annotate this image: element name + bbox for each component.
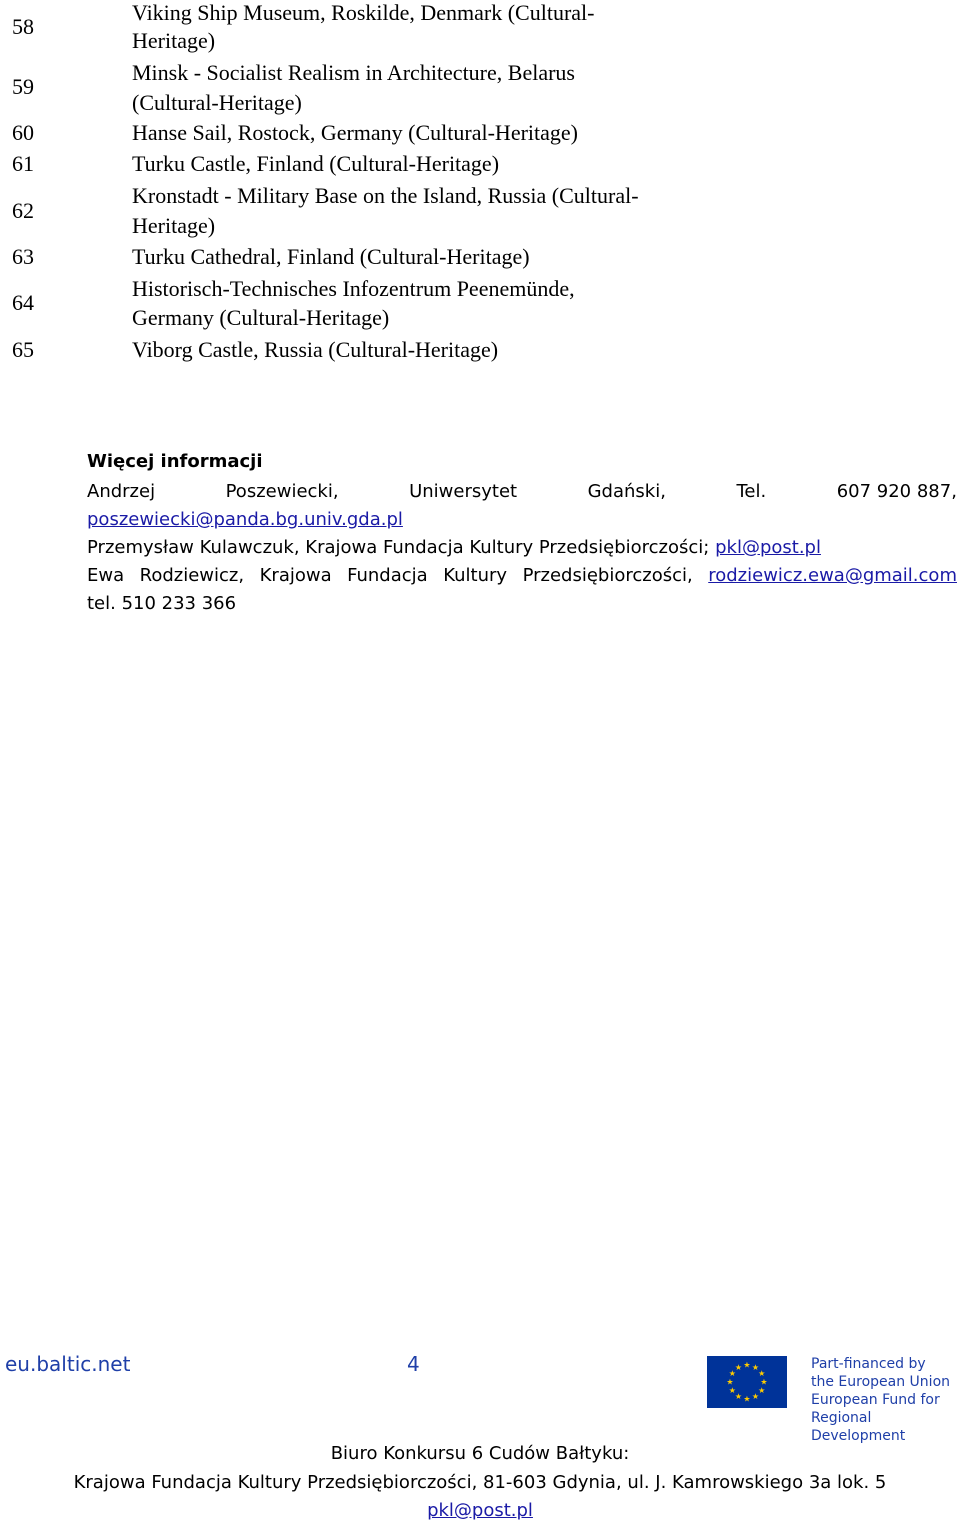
item-text-line: Heritage) bbox=[132, 213, 216, 238]
office-email-row bbox=[0, 1500, 960, 1521]
item-number: 59 bbox=[12, 74, 34, 99]
item-text-line: Heritage) bbox=[132, 28, 216, 53]
flag-star: ★ bbox=[743, 1394, 751, 1404]
contact-org: Przedsiębiorczości, bbox=[522, 565, 693, 586]
office-label: Biuro Konkursu 6 Cudów Bałtyku: bbox=[330, 1443, 630, 1464]
contact-org: Krajowa bbox=[259, 565, 332, 586]
section-heading: Więcej informacji bbox=[87, 451, 263, 472]
item-number: 60 bbox=[12, 120, 34, 145]
contact-tel: 607 920 887, bbox=[836, 481, 957, 502]
item-text-line: Hanse Sail, Rostock, Germany (Cultural-Heritage) bbox=[132, 120, 578, 145]
flag-star: ★ bbox=[726, 1377, 734, 1387]
contact-org: Uniwersytet bbox=[409, 481, 518, 502]
item-number: 58 bbox=[12, 14, 34, 39]
eu-text-line: the European Union bbox=[811, 1374, 951, 1390]
item-text-line: Viborg Castle, Russia (Cultural-Heritage) bbox=[132, 337, 499, 362]
item-text-line: Turku Castle, Finland (Cultural-Heritage) bbox=[132, 151, 500, 176]
flag-star: ★ bbox=[751, 1362, 760, 1372]
item-text-line: Kronstadt - Military Base on the Island, Russia (Cultural- bbox=[132, 183, 639, 208]
office-address: Krajowa Fundacja Kultury Przedsiębiorczości, 81-603 Gdynia, ul. J. Kamrowskiego 3a lok. 5 bbox=[73, 1472, 887, 1493]
eu-text-fragment: European Fund for bbox=[811, 1392, 940, 1408]
eu-funding-note bbox=[811, 1355, 960, 1445]
contact-surname: Rodziewicz, bbox=[139, 565, 245, 586]
item-number: 62 bbox=[12, 198, 34, 223]
contact-org: Gdański, bbox=[587, 481, 666, 502]
flag-star: ★ bbox=[758, 1386, 766, 1395]
list-item bbox=[0, 274, 960, 334]
contact-ewa bbox=[87, 562, 957, 590]
contact-org: Fundacja bbox=[347, 565, 428, 586]
item-number: 61 bbox=[12, 151, 34, 176]
item-text-line: Minsk - Socialist Realism in Architecture, Belarus bbox=[132, 60, 575, 85]
flag-star: ★ bbox=[728, 1386, 736, 1395]
list-item bbox=[0, 118, 960, 150]
contact-name: Ewa bbox=[87, 565, 125, 586]
item-text-line: Historisch-Technisches Infozentrum Peenemünde, bbox=[132, 276, 575, 301]
item-text-line: Viking Ship Museum, Roskilde, Denmark (Cultural- bbox=[132, 0, 595, 25]
flag-star: ★ bbox=[751, 1392, 760, 1402]
page-number: 4 bbox=[407, 1352, 420, 1376]
flag-star: ★ bbox=[734, 1362, 743, 1372]
contact-text: Przemysław Kulawczuk, Krajowa Fundacja Kultury Przedsiębiorczości; bbox=[87, 537, 710, 558]
email-link[interactable]: pkl@post.pl bbox=[715, 537, 821, 558]
flag-star: ★ bbox=[743, 1360, 751, 1370]
site-link[interactable]: eu.baltic.net bbox=[5, 1352, 131, 1376]
contact-section bbox=[87, 448, 957, 628]
contact-surname: Poszewiecki, bbox=[225, 481, 339, 502]
item-text-line: Turku Cathedral, Finland (Cultural-Heritage) bbox=[132, 244, 530, 269]
list-item bbox=[0, 335, 960, 367]
contact-andrzej bbox=[87, 478, 957, 506]
eu-text-line bbox=[811, 1391, 957, 1409]
item-text-line: (Cultural-Heritage) bbox=[132, 90, 302, 115]
email-link[interactable]: rodziewicz.ewa@gmail.com bbox=[708, 565, 957, 586]
list-item bbox=[0, 0, 960, 58]
flag-star: ★ bbox=[728, 1369, 736, 1378]
contact-przemyslaw bbox=[87, 534, 821, 562]
item-number: 63 bbox=[12, 244, 34, 269]
contact-org: Kultury bbox=[443, 565, 508, 586]
email-link[interactable]: poszewiecki@panda.bg.univ.gda.pl bbox=[87, 509, 403, 530]
item-number: 64 bbox=[12, 290, 34, 315]
contact-name: Andrzej bbox=[87, 481, 156, 502]
email-row bbox=[87, 506, 403, 534]
eu-flag-icon bbox=[707, 1356, 787, 1408]
list-item bbox=[0, 181, 960, 243]
item-text-line: Germany (Cultural-Heritage) bbox=[132, 305, 390, 330]
eu-text-line: Development bbox=[811, 1428, 906, 1444]
flag-star: ★ bbox=[734, 1392, 743, 1402]
list-item bbox=[0, 58, 960, 118]
list-item bbox=[0, 149, 960, 181]
eu-text-line: Regional bbox=[811, 1410, 872, 1426]
list-item bbox=[0, 242, 960, 274]
contact-tel: tel. 510 233 366 bbox=[87, 593, 237, 614]
flag-star: ★ bbox=[760, 1377, 768, 1387]
tel-label: Tel. bbox=[736, 481, 767, 502]
eu-text-line: Part-financed by bbox=[811, 1356, 926, 1372]
flag-star: ★ bbox=[758, 1369, 766, 1378]
item-number: 65 bbox=[12, 337, 34, 362]
office-email-link[interactable]: pkl@post.pl bbox=[427, 1500, 533, 1521]
